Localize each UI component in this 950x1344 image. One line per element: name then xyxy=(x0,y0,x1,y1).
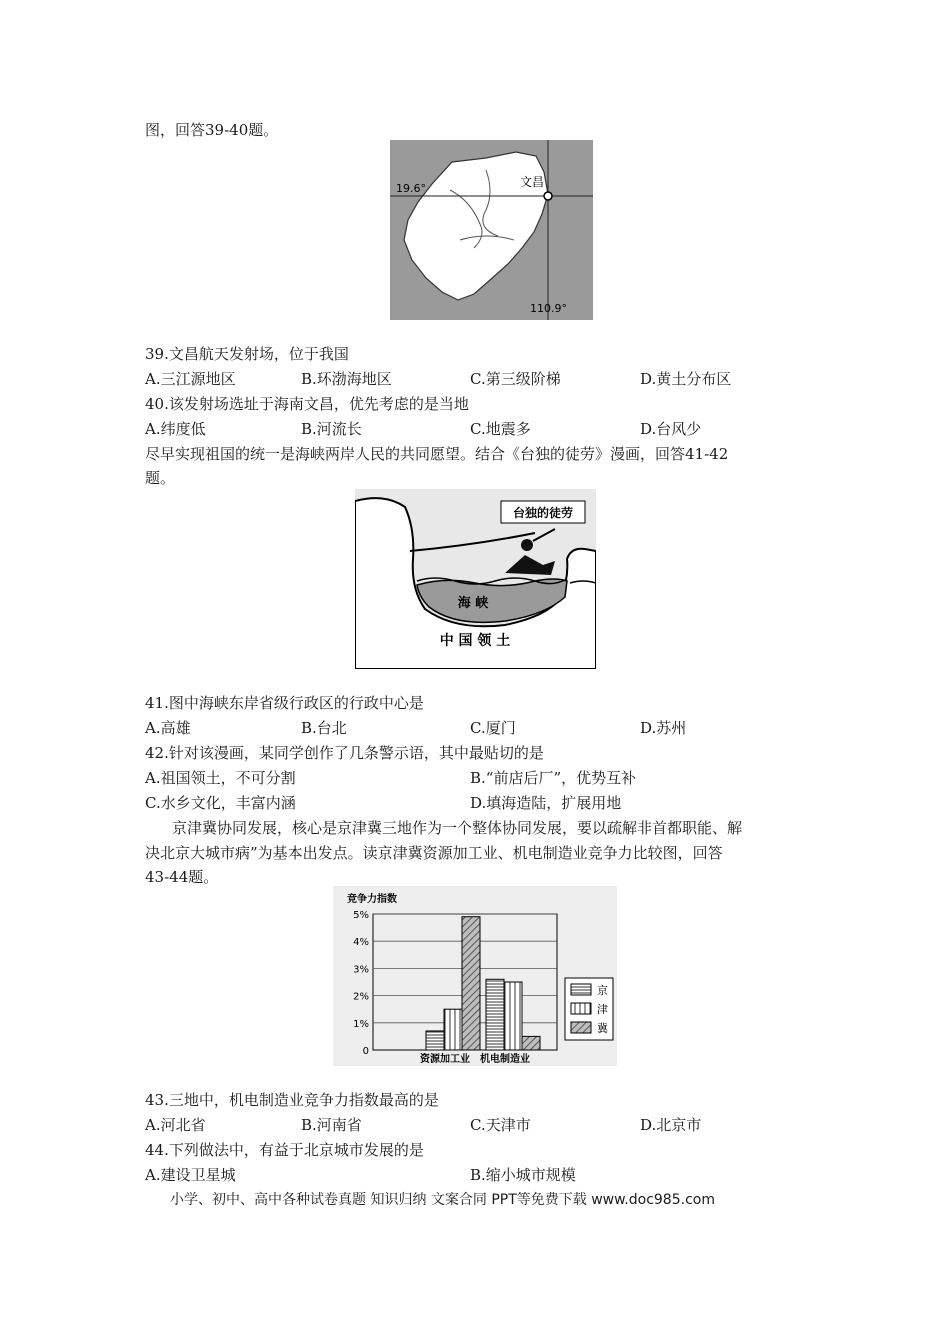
hainan-map xyxy=(390,140,593,320)
intro-39-40: 图，回答39-40题。 xyxy=(145,121,279,139)
q39-option-b: B.环渤海地区 xyxy=(301,370,392,388)
q41-option-a: A.高雄 xyxy=(145,719,191,737)
bar-京-0 xyxy=(426,1031,444,1050)
q43-option-d: D.北京市 xyxy=(640,1116,702,1134)
hainan-map-figure xyxy=(390,140,593,320)
bar-津-1 xyxy=(504,982,522,1050)
intro-43-44-line1: 京津冀协同发展，核心是京津冀三地作为一个整体协同发展，要以疏解非首都职能、解 xyxy=(172,819,743,837)
competitiveness-chart xyxy=(333,886,617,1066)
y-tick-label: 0 xyxy=(362,1046,369,1057)
q42-option-d: D.填海造陆，扩展用地 xyxy=(470,794,622,812)
cartoon-figure xyxy=(355,489,596,669)
y-tick-label: 5% xyxy=(353,910,369,921)
bar-津-0 xyxy=(444,1009,462,1050)
bar-冀-1 xyxy=(522,1036,540,1050)
q39-option-d: D.黄土分布区 xyxy=(640,370,732,388)
cartoon xyxy=(355,489,596,669)
legend-swatch-津 xyxy=(571,1003,591,1014)
q40-option-d: D.台风少 xyxy=(640,420,702,438)
q42-option-a: A.祖国领土，不可分割 xyxy=(145,769,296,787)
y-tick-label: 2% xyxy=(353,991,369,1003)
strait-label: 海 峡 xyxy=(457,596,489,611)
chart-ylabel: 竞争力指数 xyxy=(347,894,397,905)
wenchang-label: 文昌 xyxy=(520,175,545,189)
legend-swatch-京 xyxy=(571,984,591,995)
intro-43-44-line3: 43-44题。 xyxy=(145,868,219,886)
competitiveness-chart-figure xyxy=(333,886,617,1066)
q39-option-a: A.三江源地区 xyxy=(145,370,236,388)
intro-41-42-line1: 尽早实现祖国的统一是海峡两岸人民的共同愿望。结合《台独的徒劳》漫画，回答41-42 xyxy=(145,445,729,463)
legend-label-津: 津 xyxy=(597,1003,608,1016)
y-tick-label: 1% xyxy=(353,1018,369,1030)
x-category-label: 机电制造业 xyxy=(480,1054,530,1065)
q42-stem: 42.针对该漫画，某同学创作了几条警示语，其中最贴切的是 xyxy=(145,744,544,762)
q44-option-b: B.缩小城市规模 xyxy=(470,1166,576,1184)
q43-option-a: A.河北省 xyxy=(145,1116,206,1134)
intro-41-42-line2: 题。 xyxy=(145,469,176,487)
bar-冀-0 xyxy=(462,917,480,1050)
longitude-label: 110.9° xyxy=(530,302,567,315)
q40-stem: 40.该发射场选址于海南文昌，优先考虑的是当地 xyxy=(145,395,469,413)
latitude-label: 19.6° xyxy=(396,182,426,195)
q42-option-c: C.水乡文化，丰富内涵 xyxy=(145,794,296,812)
q40-option-c: C.地震多 xyxy=(470,420,531,438)
q43-stem: 43.三地中，机电制造业竞争力指数最高的是 xyxy=(145,1091,439,1109)
y-tick-label: 3% xyxy=(353,964,369,976)
x-category-label: 资源加工业 xyxy=(420,1054,470,1065)
legend-label-京: 京 xyxy=(597,984,608,997)
q40-option-b: B.河流长 xyxy=(301,420,362,438)
q41-option-d: D.苏州 xyxy=(640,719,687,737)
q40-option-a: A.纬度低 xyxy=(145,420,206,438)
y-tick-label: 4% xyxy=(353,937,369,949)
cartoon-title: 台独的徒劳 xyxy=(512,506,574,520)
territory-label: 中 国 领 土 xyxy=(439,633,511,649)
q44-stem: 44.下列做法中，有益于北京城市发展的是 xyxy=(145,1141,424,1159)
legend-label-冀: 冀 xyxy=(597,1022,608,1035)
q39-option-c: C.第三级阶梯 xyxy=(470,370,561,388)
intro-43-44-line2: 决北京大城市病”为基本出发点。读京津冀资源加工业、机电制造业竞争力比较图，回答 xyxy=(145,844,723,862)
q42-option-b: B.“前店后厂”，优势互补 xyxy=(470,769,637,787)
q41-option-b: B.台北 xyxy=(301,719,347,737)
q43-option-c: C.天津市 xyxy=(470,1116,531,1134)
q44-option-a: A.建设卫星城 xyxy=(145,1166,236,1184)
q41-stem: 41.图中海峡东岸省级行政区的行政中心是 xyxy=(145,694,424,712)
q43-option-b: B.河南省 xyxy=(301,1116,362,1134)
q41-option-c: C.厦门 xyxy=(470,719,516,737)
footer-ad: 小学、初中、高中各种试卷真题 知识归纳 文案合同 PPT等免费下载 www.doc985.com xyxy=(170,1192,715,1208)
legend-swatch-冀 xyxy=(571,1022,591,1033)
q39-stem: 39.文昌航天发射场，位于我国 xyxy=(145,345,349,363)
bar-京-1 xyxy=(486,979,504,1050)
